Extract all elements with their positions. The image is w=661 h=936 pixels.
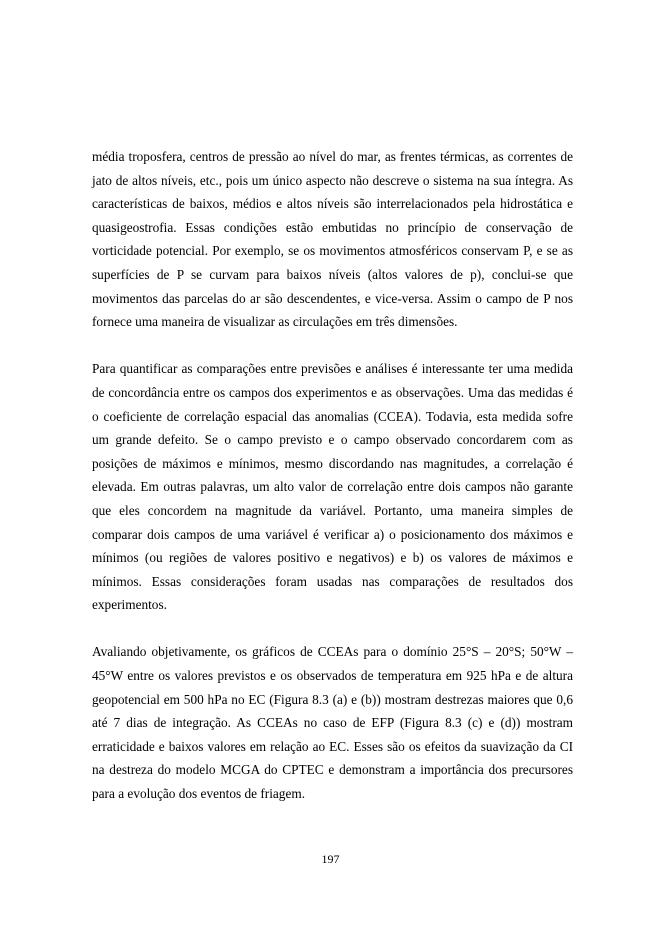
page-number: 197 bbox=[321, 852, 340, 866]
body-text bbox=[92, 145, 573, 806]
paragraph-vorticity: média troposfera, centros de pressão ao nível do mar, as frentes térmicas, as correntes de jato de altos níveis, etc., pois um único aspecto não descreve o sistema na sua íntegra. As características de baixos, médios e altos níveis são interrelacionados pela hidrostática e quasigeostrofia. Essas condições estão embutidas no princípio de conservação de vorticidade potencial. Por exemplo, se os movimentos atmosféricos conservam P, e se as superfícies de P se curvam para baixos níveis (altos valores de p), conclui-se que movimentos das parcelas do ar são descendentes, e vice-versa. Assim o campo de P nos fornece uma maneira de visualizar as circulações em três dimensões. bbox=[92, 149, 573, 330]
paragraph-correlation: Para quantificar as comparações entre previsões e análises é interessante ter uma medida de concordância entre os campos dos experimentos e as observações. Uma das medidas é o coeficiente de correlação espacial das anomalias (CCEA). Todavia, esta medida sofre um grande defeito. Se o campo previsto e o campo observado concordarem com as posições de máximos e mínimos, mesmo discordando nas magnitudes, a correlação é elevada. Em outras palavras, um alto valor de correlação entre dois campos não garante que eles concordem na magnitude da variável. Portanto, uma maneira simples de comparar dois campos de uma variável é verificar a) o posicionamento dos máximos e mínimos (ou regiões de valores positivo e negativos) e b) os valores de máximos e mínimos. Essas considerações foram usadas nas comparações de resultados dos experimentos. bbox=[92, 361, 573, 613]
paragraph-evaluation: Avaliando objetivamente, os gráficos de CCEAs para o domínio 25°S – 20°S; 50°W – 45°W entre os valores previstos e os observados de temperatura em 925 hPa e de altura geopotencial em 500 hPa no EC (Figura 8.3 (a) e (b)) mostram destrezas maiores que 0,6 até 7 dias de integração. As CCEAs no caso de EFP (Figura 8.3 (c) e (d)) mostram erraticidade e baixos valores em relação ao EC. Esses são os efeitos da suavização da CI na destreza do modelo MCGA do CPTEC e demonstram a importância dos precursores para a evolução dos eventos de friagem. bbox=[92, 644, 573, 802]
